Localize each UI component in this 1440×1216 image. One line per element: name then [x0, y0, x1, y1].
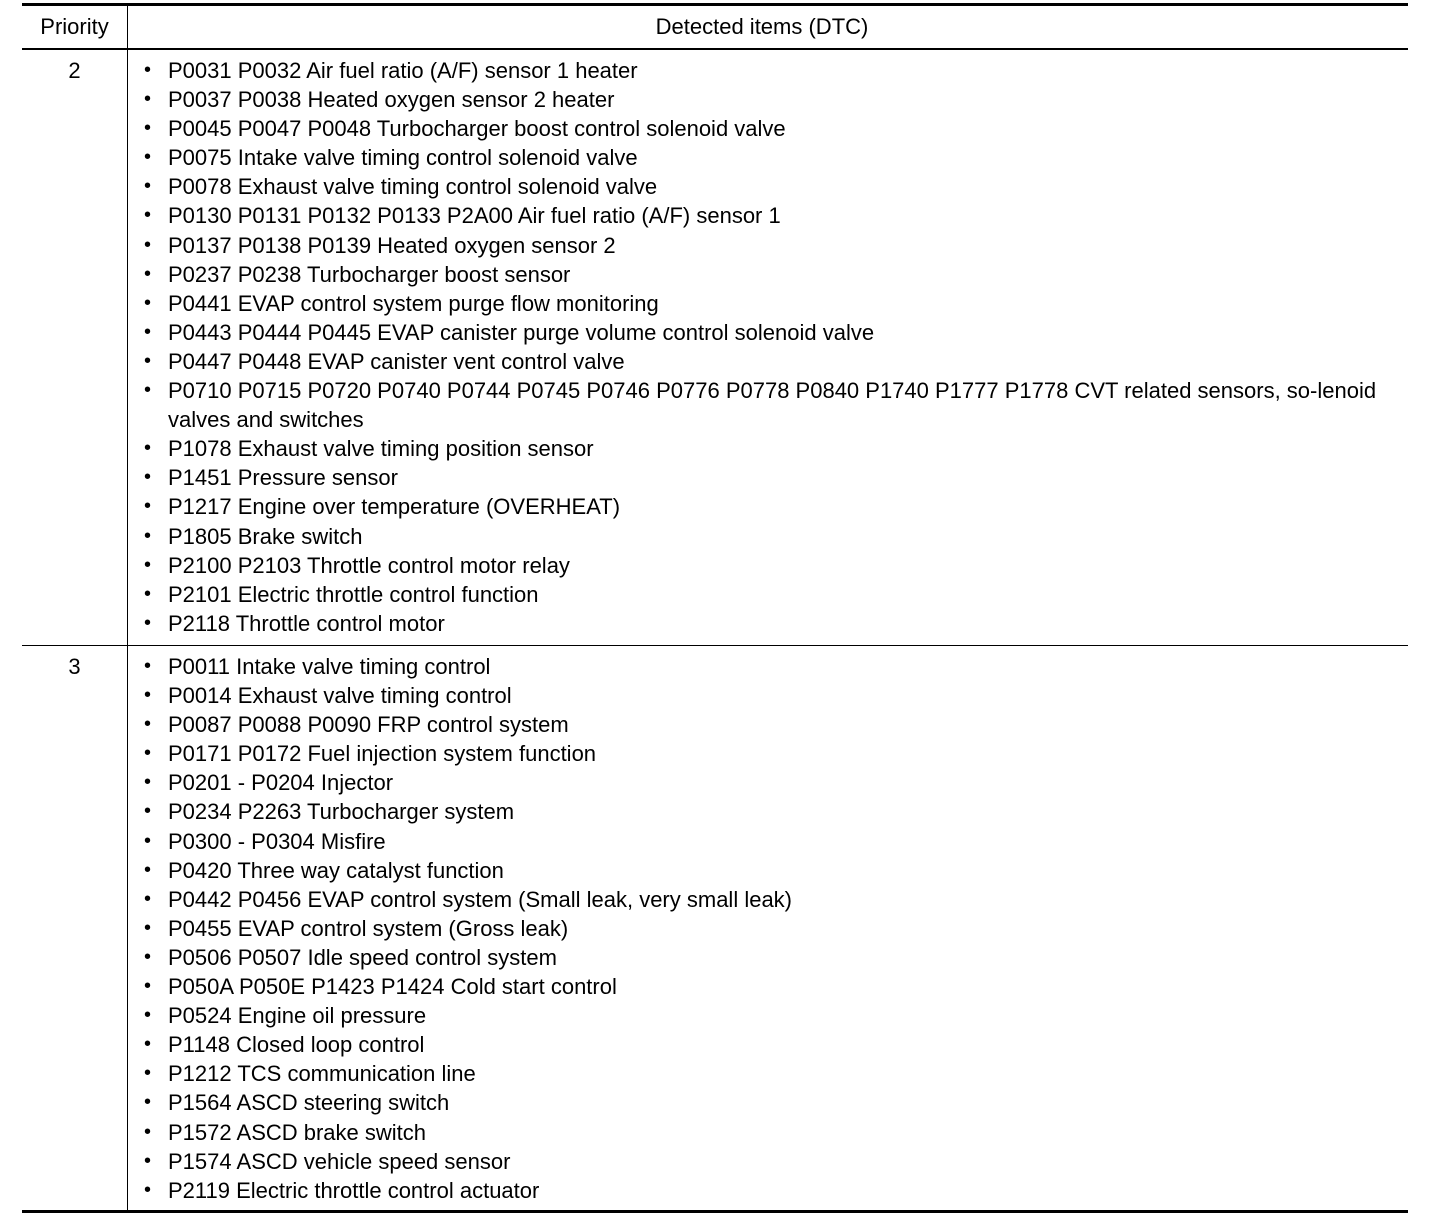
dtc-item-text: P0078 Exhaust valve timing control solenoid valve	[168, 174, 658, 200]
bullet-icon	[144, 768, 168, 797]
list-item	[144, 289, 1396, 318]
dtc-list	[128, 50, 1408, 638]
dtc-item-text: P0031 P0032 Air fuel ratio (A/F) sensor 1 heater	[168, 58, 638, 83]
bullet-icon	[144, 652, 168, 681]
bullet-icon	[144, 1030, 168, 1059]
bullet-icon	[144, 114, 168, 143]
bullet-icon	[144, 739, 168, 768]
dtc-item-text: P0014 Exhaust valve timing control	[168, 683, 512, 709]
bullet-icon	[144, 56, 168, 85]
list-item	[144, 1059, 1396, 1088]
dtc-item-text: P1078 Exhaust valve timing position sensor	[168, 436, 594, 462]
bullet-icon	[144, 1088, 168, 1117]
list-item	[144, 652, 1396, 681]
bullet-icon	[144, 551, 168, 580]
dtc-item-text: P0171 P0172 Fuel injection system function	[168, 741, 597, 767]
bullet-icon	[144, 856, 168, 885]
dtc-item-text: P1148 Closed loop control	[168, 1032, 425, 1058]
dtc-item-text: P1564 ASCD steering switch	[168, 1090, 450, 1116]
bullet-icon	[144, 376, 168, 405]
priority-column-header: Priority	[22, 6, 128, 48]
bullet-icon	[144, 609, 168, 638]
list-item	[144, 827, 1396, 856]
list-item	[144, 856, 1396, 885]
dtc-item-text: P2100 P2103 Throttle control motor relay	[168, 552, 570, 578]
bullet-icon	[144, 580, 168, 609]
dtc-item-text: P0137 P0138 P0139 Heated oxygen sensor 2	[168, 232, 616, 258]
dtc-item-text: P0130 P0131 P0132 P0133 P2A00 Air fuel ratio (A/F) sensor 1	[168, 203, 781, 229]
bullet-icon	[144, 231, 168, 260]
dtc-item-text: P2119 Electric throttle control actuator	[168, 1177, 540, 1203]
bullet-icon	[144, 710, 168, 739]
bullet-icon	[144, 797, 168, 826]
detected-items-cell	[128, 646, 1408, 1210]
list-item	[144, 143, 1396, 172]
dtc-item-text: P0087 P0088 P0090 FRP control system	[168, 712, 569, 738]
bullet-icon	[144, 172, 168, 201]
dtc-item-text: P2118 Throttle control motor	[168, 610, 445, 636]
dtc-item-text: P0443 P0444 P0445 EVAP canister purge volume control solenoid valve	[168, 319, 875, 345]
list-item	[144, 1030, 1396, 1059]
list-item	[144, 551, 1396, 580]
bullet-icon	[144, 347, 168, 376]
list-item	[144, 885, 1396, 914]
list-item	[144, 172, 1396, 201]
bullet-icon	[144, 885, 168, 914]
bullet-icon	[144, 1001, 168, 1030]
list-item	[144, 1001, 1396, 1030]
bullet-icon	[144, 318, 168, 347]
list-item	[144, 114, 1396, 143]
bullet-icon	[144, 434, 168, 463]
dtc-item-text: P0045 P0047 P0048 Turbocharger boost control solenoid valve	[168, 116, 786, 142]
bullet-icon	[144, 972, 168, 1001]
bullet-icon	[144, 260, 168, 289]
dtc-item-text: P050A P050E P1423 P1424 Cold start control	[168, 974, 617, 1000]
bullet-icon	[144, 522, 168, 551]
bullet-icon	[144, 914, 168, 943]
dtc-item-text: P1572 ASCD brake switch	[168, 1119, 427, 1145]
list-item	[144, 85, 1396, 114]
dtc-item-text: P0075 Intake valve timing control solenoid valve	[168, 145, 638, 171]
list-item	[144, 739, 1396, 768]
bullet-icon	[144, 1118, 168, 1147]
list-item	[144, 681, 1396, 710]
dtc-item-text: P1212 TCS communication line	[168, 1061, 476, 1087]
dtc-item-text: P1451 Pressure sensor	[168, 465, 398, 491]
dtc-item-text: P0011 Intake valve timing control	[168, 654, 491, 679]
dtc-priority-table	[22, 3, 1408, 1213]
list-item	[144, 522, 1396, 551]
dtc-item-text: P0234 P2263 Turbocharger system	[168, 799, 515, 825]
bullet-icon	[144, 492, 168, 521]
bullet-icon	[144, 143, 168, 172]
dtc-item-text: P0441 EVAP control system purge flow monitoring	[168, 290, 659, 316]
dtc-item-text: P0237 P0238 Turbocharger boost sensor	[168, 261, 571, 287]
bullet-icon	[144, 1176, 168, 1205]
dtc-item-text: P0524 Engine oil pressure	[168, 1003, 427, 1029]
list-item	[144, 972, 1396, 1001]
list-item	[144, 914, 1396, 943]
dtc-item-text: P1805 Brake switch	[168, 523, 363, 549]
list-item	[144, 1147, 1396, 1176]
dtc-item-text: P0710 P0715 P0720 P0740 P0744 P0745 P0746 P0776 P0778 P0840 P1740 P1777 P1778 CVT related sensors, so-lenoid valves and switches	[168, 378, 1377, 433]
list-item	[144, 1176, 1396, 1205]
list-item	[144, 56, 1396, 85]
bullet-icon	[144, 1147, 168, 1176]
list-item	[144, 580, 1396, 609]
list-item	[144, 492, 1396, 521]
bullet-icon	[144, 943, 168, 972]
list-item	[144, 797, 1396, 826]
table-row	[22, 49, 1408, 645]
dtc-item-text: P2101 Electric throttle control function	[168, 581, 539, 607]
table-row	[22, 645, 1408, 1210]
bullet-icon	[144, 85, 168, 114]
dtc-item-text: P0037 P0038 Heated oxygen sensor 2 heater	[168, 87, 615, 113]
list-item	[144, 943, 1396, 972]
bullet-icon	[144, 681, 168, 710]
bullet-icon	[144, 201, 168, 230]
dtc-item-text: P0201 - P0204 Injector	[168, 770, 394, 796]
list-item	[144, 434, 1396, 463]
table-header-row	[22, 6, 1408, 49]
bullet-icon	[144, 827, 168, 856]
priority-cell: 2	[22, 50, 128, 645]
list-item	[144, 710, 1396, 739]
list-item	[144, 260, 1396, 289]
detected-items-cell	[128, 50, 1408, 645]
dtc-item-text: P0442 P0456 EVAP control system (Small leak, very small leak)	[168, 886, 793, 912]
dtc-list	[128, 646, 1408, 1205]
bullet-icon	[144, 1059, 168, 1088]
bullet-icon	[144, 289, 168, 318]
list-item	[144, 376, 1396, 434]
list-item	[144, 1118, 1396, 1147]
priority-cell: 3	[22, 646, 128, 1210]
list-item	[144, 231, 1396, 260]
list-item	[144, 768, 1396, 797]
dtc-item-text: P0506 P0507 Idle speed control system	[168, 944, 557, 970]
list-item	[144, 609, 1396, 638]
list-item	[144, 318, 1396, 347]
dtc-item-text: P0420 Three way catalyst function	[168, 857, 504, 883]
dtc-item-text: P0447 P0448 EVAP canister vent control valve	[168, 348, 625, 374]
dtc-item-text: P1574 ASCD vehicle speed sensor	[168, 1148, 511, 1174]
list-item	[144, 201, 1396, 230]
detected-items-column-header: Detected items (DTC)	[655, 14, 869, 39]
list-item	[144, 1088, 1396, 1117]
list-item	[144, 463, 1396, 492]
dtc-item-text: P0300 - P0304 Misfire	[168, 828, 386, 854]
bullet-icon	[144, 463, 168, 492]
list-item	[144, 347, 1396, 376]
dtc-item-text: P1217 Engine over temperature (OVERHEAT)	[168, 494, 621, 520]
dtc-item-text: P0455 EVAP control system (Gross leak)	[168, 915, 569, 941]
